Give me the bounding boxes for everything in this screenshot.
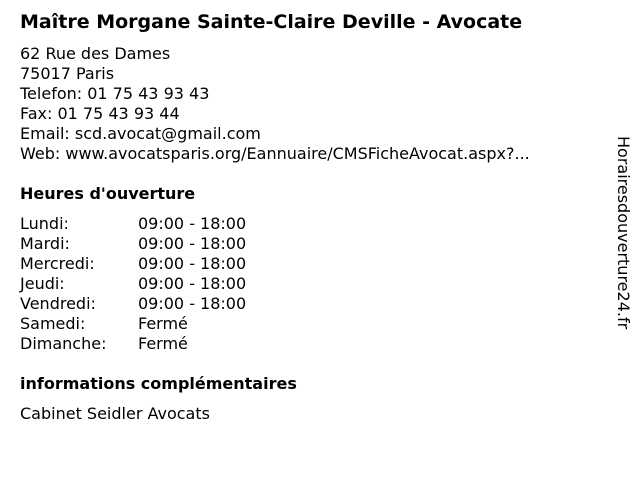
day-hours: Fermé — [138, 314, 188, 333]
watermark-text: Horairesdouverture24.fr — [614, 136, 633, 330]
day-label: Mercredi: — [20, 254, 95, 273]
hours-row-saturday — [20, 314, 246, 334]
hours-row-friday — [20, 294, 246, 314]
email-address: Email: scd.avocat@gmail.com — [20, 124, 261, 143]
day-label: Mardi: — [20, 234, 70, 253]
website-url: Web: www.avocatsparis.org/Eannuaire/CMSFicheAvocat.aspx?... — [20, 144, 530, 163]
city-address: 75017 Paris — [20, 64, 115, 83]
day-label: Dimanche: — [20, 334, 107, 353]
hours-row-thursday — [20, 274, 246, 294]
day-hours: Fermé — [138, 334, 188, 353]
day-hours: 09:00 - 18:00 — [138, 274, 247, 293]
hours-row-wednesday — [20, 254, 246, 274]
hours-heading: Heures d'ouverture — [20, 184, 196, 203]
day-label: Jeudi: — [20, 274, 65, 293]
day-hours: 09:00 - 18:00 — [138, 214, 247, 233]
info-heading: informations complémentaires — [20, 374, 297, 393]
day-label: Samedi: — [20, 314, 86, 333]
day-hours: 09:00 - 18:00 — [138, 254, 247, 273]
hours-row-tuesday — [20, 234, 246, 254]
phone-number: Telefon: 01 75 43 93 43 — [20, 84, 210, 103]
page-title: Maître Morgane Sainte-Claire Deville - Avocate — [20, 11, 523, 33]
info-text: Cabinet Seidler Avocats — [20, 404, 210, 423]
street-address: 62 Rue des Dames — [20, 44, 171, 63]
day-label: Vendredi: — [20, 294, 96, 313]
day-hours: 09:00 - 18:00 — [138, 294, 247, 313]
hours-row-sunday — [20, 334, 246, 354]
fax-number: Fax: 01 75 43 93 44 — [20, 104, 180, 123]
day-hours: 09:00 - 18:00 — [138, 234, 247, 253]
hours-row-monday — [20, 214, 246, 234]
day-label: Lundi: — [20, 214, 69, 233]
hours-table — [20, 214, 246, 354]
contact-block — [20, 44, 530, 164]
